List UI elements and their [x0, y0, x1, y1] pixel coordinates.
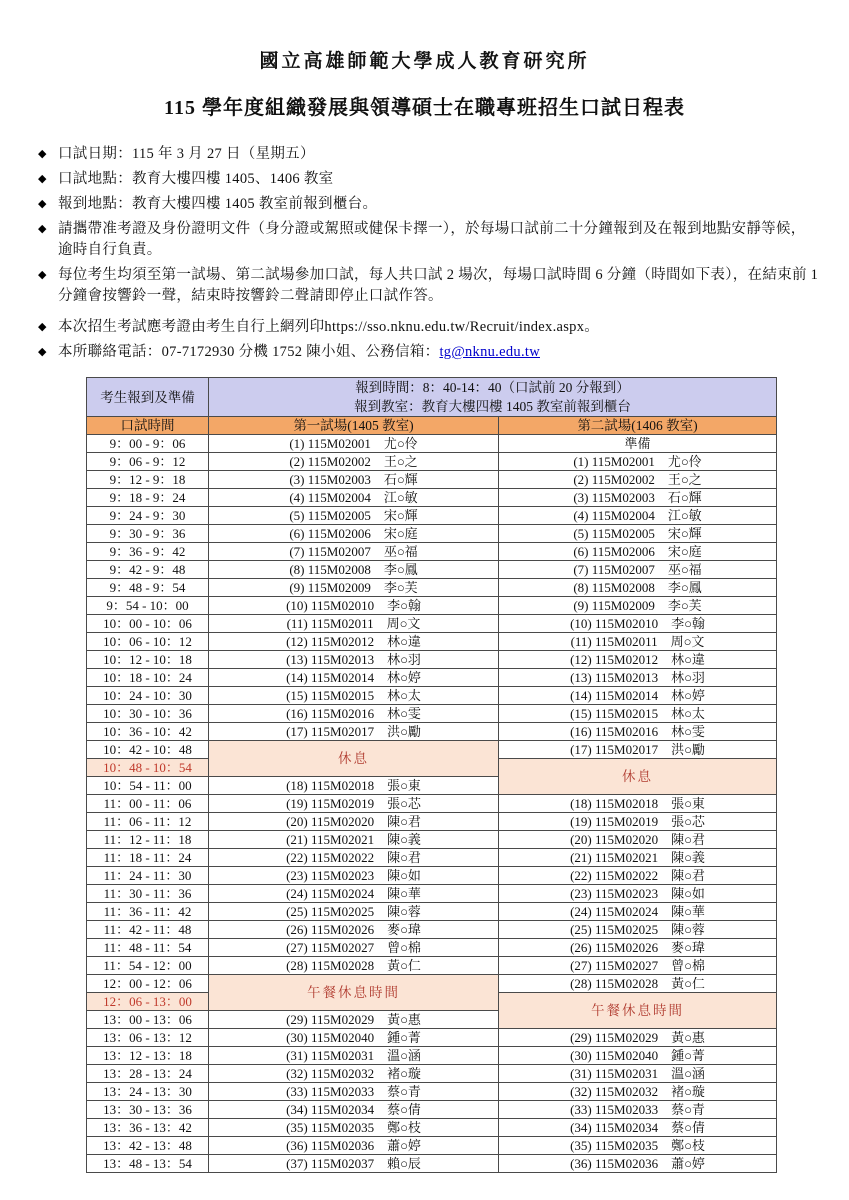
schedule-row — [87, 741, 777, 759]
exam2-candidate-cell: (2) 115M02002 王○之 — [499, 471, 777, 489]
exam1-candidate-cell: (28) 115M02028 黃○仁 — [209, 957, 499, 975]
diamond-bullet-icon: ◆ — [38, 346, 47, 358]
schedule-row — [87, 1047, 777, 1065]
time-cell: 12：00 - 12：06 — [87, 975, 209, 993]
schedule-row — [87, 597, 777, 615]
time-cell: 9：00 - 9：06 — [87, 435, 209, 453]
exam1-candidate-cell: (24) 115M02024 陳○華 — [209, 885, 499, 903]
time-cell: 10：24 - 10：30 — [87, 687, 209, 705]
document-header — [0, 0, 849, 120]
exam1-candidate-cell: (3) 115M02003 石○輝 — [209, 471, 499, 489]
time-cell: 10：18 - 10：24 — [87, 669, 209, 687]
exam1-candidate-cell: (37) 115M02037 賴○辰 — [209, 1155, 499, 1173]
bullet-item — [38, 194, 819, 215]
exam2-candidate-cell: (20) 115M02020 陳○君 — [499, 831, 777, 849]
schedule-table-wrapper — [86, 377, 849, 1173]
exam2-candidate-cell: (18) 115M02018 張○東 — [499, 795, 777, 813]
schedule-row — [87, 723, 777, 741]
break-cell: 午餐休息時間 — [499, 993, 777, 1029]
exam1-candidate-cell: (36) 115M02036 蕭○婷 — [209, 1137, 499, 1155]
exam1-candidate-cell: (2) 115M02002 王○之 — [209, 453, 499, 471]
exam2-candidate-cell: (27) 115M02027 曾○棉 — [499, 957, 777, 975]
exam1-candidate-cell: (10) 115M02010 李○翰 — [209, 597, 499, 615]
exam2-candidate-cell: (22) 115M02022 陳○君 — [499, 867, 777, 885]
schedule-row — [87, 885, 777, 903]
diamond-bullet-icon: ◆ — [38, 198, 47, 210]
exam1-candidate-cell: (15) 115M02015 林○太 — [209, 687, 499, 705]
bullet-item — [38, 265, 819, 307]
exam1-candidate-cell: (13) 115M02013 林○羽 — [209, 651, 499, 669]
exam2-candidate-cell: (12) 115M02012 林○違 — [499, 651, 777, 669]
exam1-candidate-cell: (18) 115M02018 張○東 — [209, 777, 499, 795]
break-cell: 午餐休息時間 — [209, 975, 499, 1011]
exam2-candidate-cell: (8) 115M02008 李○鳳 — [499, 579, 777, 597]
registration-info-cell — [209, 378, 777, 417]
schedule-row — [87, 1137, 777, 1155]
time-cell: 11：54 - 12：00 — [87, 957, 209, 975]
exam1-candidate-cell: (23) 115M02023 陳○如 — [209, 867, 499, 885]
time-cell: 10：42 - 10：48 — [87, 741, 209, 759]
time-cell: 13：00 - 13：06 — [87, 1011, 209, 1029]
exam2-candidate-cell: (7) 115M02007 巫○福 — [499, 561, 777, 579]
exam2-candidate-cell: (28) 115M02028 黃○仁 — [499, 975, 777, 993]
exam2-candidate-cell: (1) 115M02001 尤○伶 — [499, 453, 777, 471]
exam1-candidate-cell: (20) 115M02020 陳○君 — [209, 813, 499, 831]
time-cell: 11：30 - 11：36 — [87, 885, 209, 903]
bullet-text: 本次招生考試應考證由考生自行上網列印https://sso.nknu.edu.tw/Recruit/index.aspx。 — [58, 319, 600, 335]
bullet-text: 口試地點：教育大樓四樓 1405、1406 教室 — [58, 171, 334, 187]
exam2-candidate-cell: (6) 115M02006 宋○庭 — [499, 543, 777, 561]
exam1-candidate-cell: (29) 115M02029 黃○惠 — [209, 1011, 499, 1029]
bullet-text: 本所聯絡電話：07-7172930 分機 1752 陳小姐、公務信箱：tg@nknu.edu.tw — [58, 344, 540, 360]
exam1-candidate-cell: (31) 115M02031 溫○涵 — [209, 1047, 499, 1065]
time-cell: 9：12 - 9：18 — [87, 471, 209, 489]
schedule-row — [87, 975, 777, 993]
time-cell: 11：48 - 11：54 — [87, 939, 209, 957]
exam1-candidate-cell: (34) 115M02034 蔡○倩 — [209, 1101, 499, 1119]
schedule-row — [87, 507, 777, 525]
time-cell: 11：12 - 11：18 — [87, 831, 209, 849]
exam1-candidate-cell: (6) 115M02006 宋○庭 — [209, 525, 499, 543]
time-cell: 9：42 - 9：48 — [87, 561, 209, 579]
exam1-candidate-cell: (4) 115M02004 江○敏 — [209, 489, 499, 507]
schedule-row — [87, 1029, 777, 1047]
schedule-row — [87, 1155, 777, 1173]
exam1-candidate-cell: (17) 115M02017 洪○勵 — [209, 723, 499, 741]
time-cell: 11：06 - 11：12 — [87, 813, 209, 831]
exam1-candidate-cell: (5) 115M02005 宋○輝 — [209, 507, 499, 525]
exam2-candidate-cell: (13) 115M02013 林○羽 — [499, 669, 777, 687]
time-cell: 9：54 - 10：00 — [87, 597, 209, 615]
exam2-candidate-cell: (19) 115M02019 張○芯 — [499, 813, 777, 831]
time-cell: 11：00 - 11：06 — [87, 795, 209, 813]
time-cell: 9：18 - 9：24 — [87, 489, 209, 507]
bullet-item — [38, 317, 819, 338]
exam2-candidate-cell: (26) 115M02026 麥○瑋 — [499, 939, 777, 957]
column-header-time: 口試時間 — [87, 417, 209, 435]
schedule-row — [87, 1119, 777, 1137]
time-cell: 9：24 - 9：30 — [87, 507, 209, 525]
exam1-candidate-cell: (22) 115M02022 陳○君 — [209, 849, 499, 867]
bullet-text: 每位考生均須至第一試場、第二試場參加口試，每人共口試 2 場次，每場口試時間 6 分鐘（時間如下表），在結束前 1 分鐘會按響鈴一聲，結束時按響鈴二聲請即停止口試作答。 — [58, 267, 819, 304]
time-cell: 13：12 - 13：18 — [87, 1047, 209, 1065]
time-cell: 11：42 - 11：48 — [87, 921, 209, 939]
schedule-row — [87, 633, 777, 651]
time-cell: 9：36 - 9：42 — [87, 543, 209, 561]
time-cell: 12：06 - 13：00 — [87, 993, 209, 1011]
schedule-row — [87, 453, 777, 471]
exam2-candidate-cell: (32) 115M02032 褚○璇 — [499, 1083, 777, 1101]
bullet-item — [38, 219, 819, 261]
bullet-text: 請攜帶准考證及身份證明文件（身分證或駕照或健保卡擇一），於每場口試前二十分鐘報到及在報到地點安靜等候，逾時自行負責。 — [58, 221, 806, 258]
exam2-candidate-cell: (5) 115M02005 宋○輝 — [499, 525, 777, 543]
page-subtitle: 115 學年度組織發展與領導碩士在職專班招生口試日程表 — [164, 97, 685, 119]
diamond-bullet-icon: ◆ — [38, 148, 47, 160]
schedule-row — [87, 561, 777, 579]
exam1-candidate-cell: (8) 115M02008 李○鳳 — [209, 561, 499, 579]
time-cell: 13：42 - 13：48 — [87, 1137, 209, 1155]
time-cell: 9：06 - 9：12 — [87, 453, 209, 471]
time-cell: 13：48 - 13：54 — [87, 1155, 209, 1173]
time-cell: 13：28 - 13：24 — [87, 1065, 209, 1083]
time-cell: 10：00 - 10：06 — [87, 615, 209, 633]
schedule-row — [87, 921, 777, 939]
time-cell: 10：54 - 11：00 — [87, 777, 209, 795]
registration-left-header: 考生報到及準備 — [87, 378, 209, 417]
exam2-candidate-cell: (23) 115M02023 陳○如 — [499, 885, 777, 903]
registration-room-line: 報到教室：教育大樓四樓 1405 教室前報到櫃台 — [354, 399, 631, 414]
schedule-row — [87, 435, 777, 453]
schedule-row — [87, 687, 777, 705]
exam2-candidate-cell: (21) 115M02021 陳○義 — [499, 849, 777, 867]
time-cell: 9：48 - 9：54 — [87, 579, 209, 597]
registration-header-row — [87, 378, 777, 417]
exam1-candidate-cell: (21) 115M02021 陳○義 — [209, 831, 499, 849]
bullet-item — [38, 144, 819, 165]
schedule-row — [87, 939, 777, 957]
bullet-item — [38, 342, 819, 363]
exam2-candidate-cell: (31) 115M02031 溫○涵 — [499, 1065, 777, 1083]
exam1-candidate-cell: (12) 115M02012 林○違 — [209, 633, 499, 651]
time-cell: 11：24 - 11：30 — [87, 867, 209, 885]
schedule-row — [87, 849, 777, 867]
exam1-candidate-cell: (1) 115M02001 尤○伶 — [209, 435, 499, 453]
diamond-bullet-icon: ◆ — [38, 173, 47, 185]
exam1-candidate-cell: (32) 115M02032 褚○璇 — [209, 1065, 499, 1083]
break-cell: 休息 — [209, 741, 499, 777]
schedule-row — [87, 525, 777, 543]
contact-email-link[interactable]: tg@nknu.edu.tw — [439, 344, 540, 360]
exam2-candidate-cell: (29) 115M02029 黃○惠 — [499, 1029, 777, 1047]
schedule-row — [87, 543, 777, 561]
bullet-list — [38, 144, 819, 363]
bullet-item — [38, 169, 819, 190]
column-header-row — [87, 417, 777, 435]
exam1-candidate-cell: (16) 115M02016 林○雯 — [209, 705, 499, 723]
exam2-candidate-cell: (15) 115M02015 林○太 — [499, 705, 777, 723]
exam1-candidate-cell: (14) 115M02014 林○婷 — [209, 669, 499, 687]
exam1-candidate-cell: (7) 115M02007 巫○福 — [209, 543, 499, 561]
exam2-candidate-cell: (3) 115M02003 石○輝 — [499, 489, 777, 507]
exam2-candidate-cell: (9) 115M02009 李○芙 — [499, 597, 777, 615]
schedule-row — [87, 903, 777, 921]
time-cell: 9：30 - 9：36 — [87, 525, 209, 543]
schedule-table — [86, 377, 777, 1173]
exam2-candidate-cell: (4) 115M02004 江○敏 — [499, 507, 777, 525]
exam1-candidate-cell: (26) 115M02026 麥○瑋 — [209, 921, 499, 939]
column-header-room1: 第一試場(1405 教室) — [209, 417, 499, 435]
schedule-row — [87, 489, 777, 507]
time-cell: 10：36 - 10：42 — [87, 723, 209, 741]
exam1-candidate-cell: (33) 115M02033 蔡○青 — [209, 1083, 499, 1101]
exam1-candidate-cell: (11) 115M02011 周○文 — [209, 615, 499, 633]
time-cell: 13：24 - 13：30 — [87, 1083, 209, 1101]
time-cell: 10：12 - 10：18 — [87, 651, 209, 669]
break-cell: 休息 — [499, 759, 777, 795]
exam2-candidate-cell: (10) 115M02010 李○翰 — [499, 615, 777, 633]
exam2-candidate-cell: (16) 115M02016 林○雯 — [499, 723, 777, 741]
time-cell: 10：30 - 10：36 — [87, 705, 209, 723]
column-header-room2: 第二試場(1406 教室) — [499, 417, 777, 435]
schedule-row — [87, 867, 777, 885]
exam2-candidate-cell: (35) 115M02035 鄭○枝 — [499, 1137, 777, 1155]
exam2-candidate-cell: (34) 115M02034 蔡○倩 — [499, 1119, 777, 1137]
schedule-row — [87, 471, 777, 489]
schedule-row — [87, 615, 777, 633]
page-title: 國立高雄師範大學成人教育研究所 — [259, 51, 590, 72]
exam1-candidate-cell: (30) 115M02040 鍾○菁 — [209, 1029, 499, 1047]
schedule-row — [87, 705, 777, 723]
time-cell: 10：06 - 10：12 — [87, 633, 209, 651]
exam2-candidate-cell: (14) 115M02014 林○婷 — [499, 687, 777, 705]
exam1-candidate-cell: (35) 115M02035 鄭○枝 — [209, 1119, 499, 1137]
exam2-candidate-cell: (36) 115M02036 蕭○婷 — [499, 1155, 777, 1173]
diamond-bullet-icon: ◆ — [38, 321, 47, 333]
time-cell: 13：06 - 13：12 — [87, 1029, 209, 1047]
schedule-row — [87, 1083, 777, 1101]
exam1-candidate-cell: (19) 115M02019 張○芯 — [209, 795, 499, 813]
schedule-row — [87, 795, 777, 813]
schedule-row — [87, 669, 777, 687]
schedule-row — [87, 957, 777, 975]
exam2-candidate-cell: 準備 — [499, 435, 777, 453]
exam2-candidate-cell: (11) 115M02011 周○文 — [499, 633, 777, 651]
schedule-row — [87, 1065, 777, 1083]
bullet-text: 報到地點：教育大樓四樓 1405 教室前報到櫃台。 — [58, 196, 378, 212]
diamond-bullet-icon: ◆ — [38, 223, 47, 235]
exam2-candidate-cell: (30) 115M02040 鍾○菁 — [499, 1047, 777, 1065]
schedule-row — [87, 813, 777, 831]
exam1-candidate-cell: (25) 115M02025 陳○蓉 — [209, 903, 499, 921]
exam1-candidate-cell: (27) 115M02027 曾○棉 — [209, 939, 499, 957]
time-cell: 13：30 - 13：36 — [87, 1101, 209, 1119]
bullet-text: 口試日期：115 年 3 月 27 日（星期五） — [58, 146, 315, 162]
exam2-candidate-cell: (24) 115M02024 陳○華 — [499, 903, 777, 921]
registration-time-line: 報到時間：8：40-14：40（口試前 20 分報到） — [355, 380, 630, 395]
exam1-candidate-cell: (9) 115M02009 李○芙 — [209, 579, 499, 597]
schedule-row — [87, 831, 777, 849]
time-cell: 11：36 - 11：42 — [87, 903, 209, 921]
time-cell: 10：48 - 10：54 — [87, 759, 209, 777]
exam2-candidate-cell: (33) 115M02033 蔡○青 — [499, 1101, 777, 1119]
diamond-bullet-icon: ◆ — [38, 269, 47, 281]
schedule-row — [87, 651, 777, 669]
time-cell: 11：18 - 11：24 — [87, 849, 209, 867]
time-cell: 13：36 - 13：42 — [87, 1119, 209, 1137]
exam2-candidate-cell: (17) 115M02017 洪○勵 — [499, 741, 777, 759]
schedule-row — [87, 1101, 777, 1119]
exam2-candidate-cell: (25) 115M02025 陳○蓉 — [499, 921, 777, 939]
schedule-row — [87, 579, 777, 597]
